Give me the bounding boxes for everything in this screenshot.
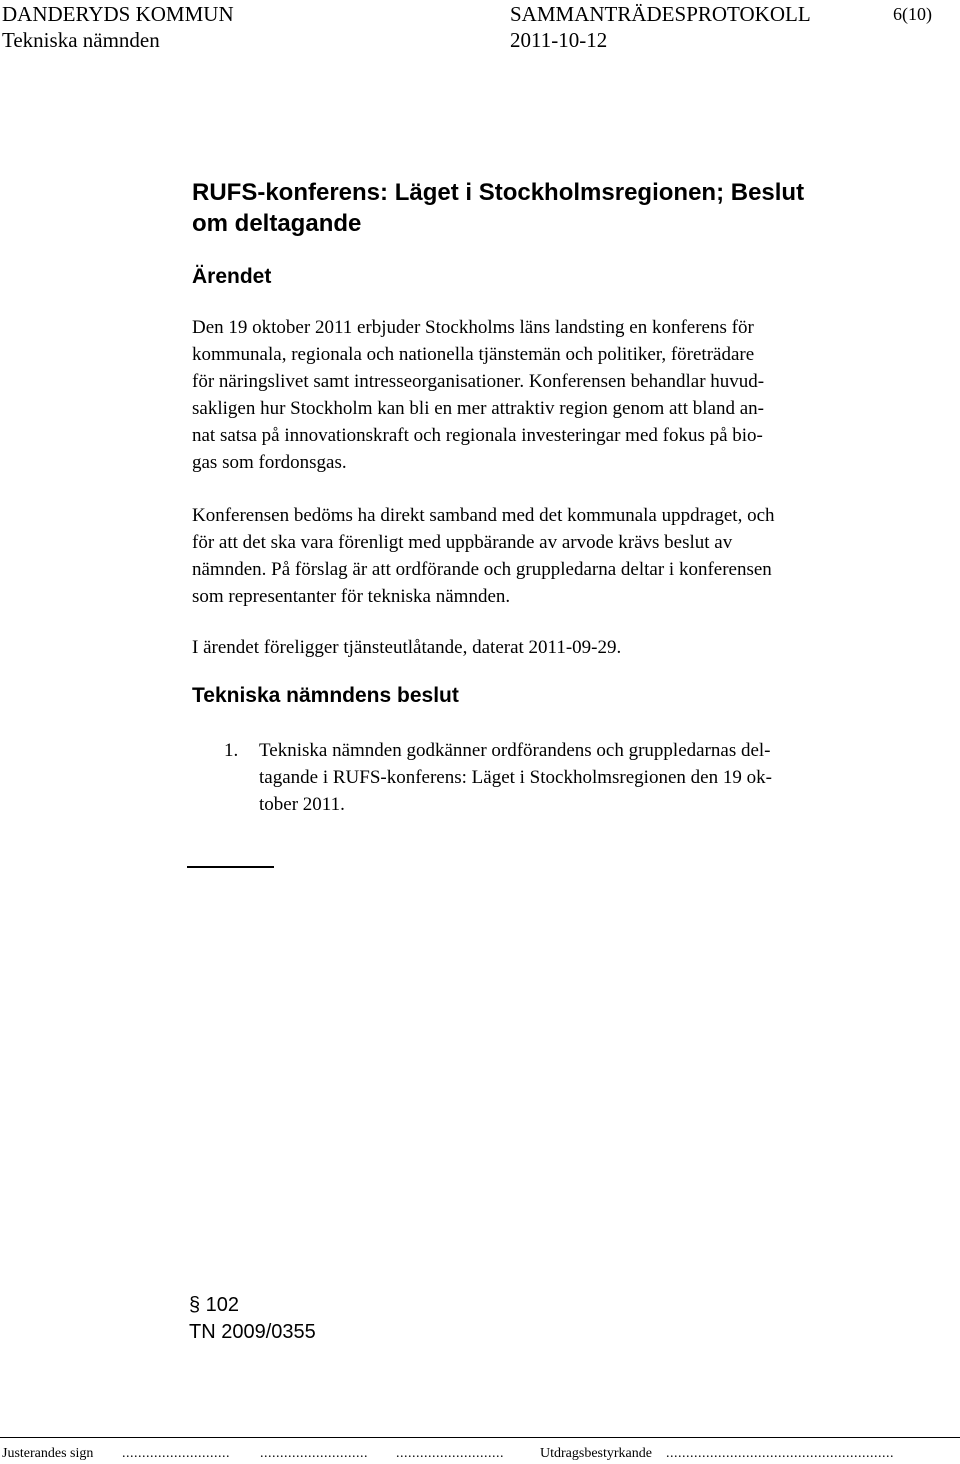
page-number: 6(10) bbox=[893, 4, 932, 24]
text-line: Tekniska nämnden godkänner ordförandens och gruppledarnas del- bbox=[259, 740, 771, 761]
committee-name: Tekniska nämnden bbox=[2, 28, 160, 52]
text-line: som representanter för tekniska nämnden. bbox=[192, 586, 511, 607]
separator-line bbox=[187, 866, 274, 868]
signature-line: ........................... bbox=[396, 1446, 504, 1461]
page-title-line-1: RUFS-konferens: Läget i Stockholmsregionen; Beslut bbox=[192, 179, 805, 206]
meeting-date: 2011-10-12 bbox=[510, 28, 608, 52]
text-line: kommunala, regionala och nationella tjänstemän och politiker, företrädare bbox=[192, 344, 755, 365]
text-line: för att det ska vara förenligt med uppbärande av arvode krävs beslut av bbox=[192, 532, 733, 553]
signature-line: ......................................................... bbox=[666, 1446, 894, 1461]
decision-item-text bbox=[259, 737, 889, 818]
case-number: TN 2009/0355 bbox=[189, 1321, 316, 1343]
text-line: tober 2011. bbox=[259, 794, 345, 815]
section-heading-arendet: Ärendet bbox=[192, 265, 272, 288]
text-line: sakligen hur Stockholm kan bli en mer attraktiv region genom att bland an- bbox=[192, 398, 764, 419]
arendet-paragraph-3: I ärendet föreligger tjänsteutlåtande, daterat 2011-09-29. bbox=[192, 637, 622, 658]
signature-line: ........................... bbox=[260, 1446, 368, 1461]
footer-divider bbox=[0, 1437, 960, 1438]
arendet-paragraph-2 bbox=[192, 502, 882, 610]
decision-item-number: 1. bbox=[224, 740, 239, 761]
text-line: Den 19 oktober 2011 erbjuder Stockholms läns landsting en konferens för bbox=[192, 317, 754, 338]
utdragsbestyrkande-label: Utdragsbestyrkande bbox=[540, 1446, 652, 1461]
signature-line: ........................... bbox=[122, 1446, 230, 1461]
text-line: tagande i RUFS-konferens: Läget i Stockholmsregionen den 19 ok- bbox=[259, 767, 772, 788]
section-heading-beslut: Tekniska nämndens beslut bbox=[192, 684, 459, 707]
page-title bbox=[192, 177, 804, 239]
text-line: gas som fordonsgas. bbox=[192, 452, 347, 473]
arendet-paragraph-1 bbox=[192, 314, 882, 476]
text-line: nat satsa på innovationskraft och regionala investeringar med fokus på bio- bbox=[192, 425, 763, 446]
text-line: Konferensen bedöms ha direkt samband med det kommunala uppdraget, och bbox=[192, 505, 775, 526]
text-line: nämnden. På förslag är att ordförande och gruppledarna deltar i konferensen bbox=[192, 559, 772, 580]
page-title-line-2: om deltagande bbox=[192, 210, 362, 237]
section-number: § 102 bbox=[189, 1294, 240, 1316]
municipality-name: DANDERYDS KOMMUN bbox=[2, 2, 234, 26]
text-line: för näringslivet samt intresseorganisationer. Konferensen behandlar huvud- bbox=[192, 371, 765, 392]
justerandes-sign-label: Justerandes sign bbox=[2, 1446, 94, 1461]
paragraph-reference bbox=[189, 1292, 316, 1346]
document-type: SAMMANTRÄDESPROTOKOLL bbox=[510, 2, 811, 26]
